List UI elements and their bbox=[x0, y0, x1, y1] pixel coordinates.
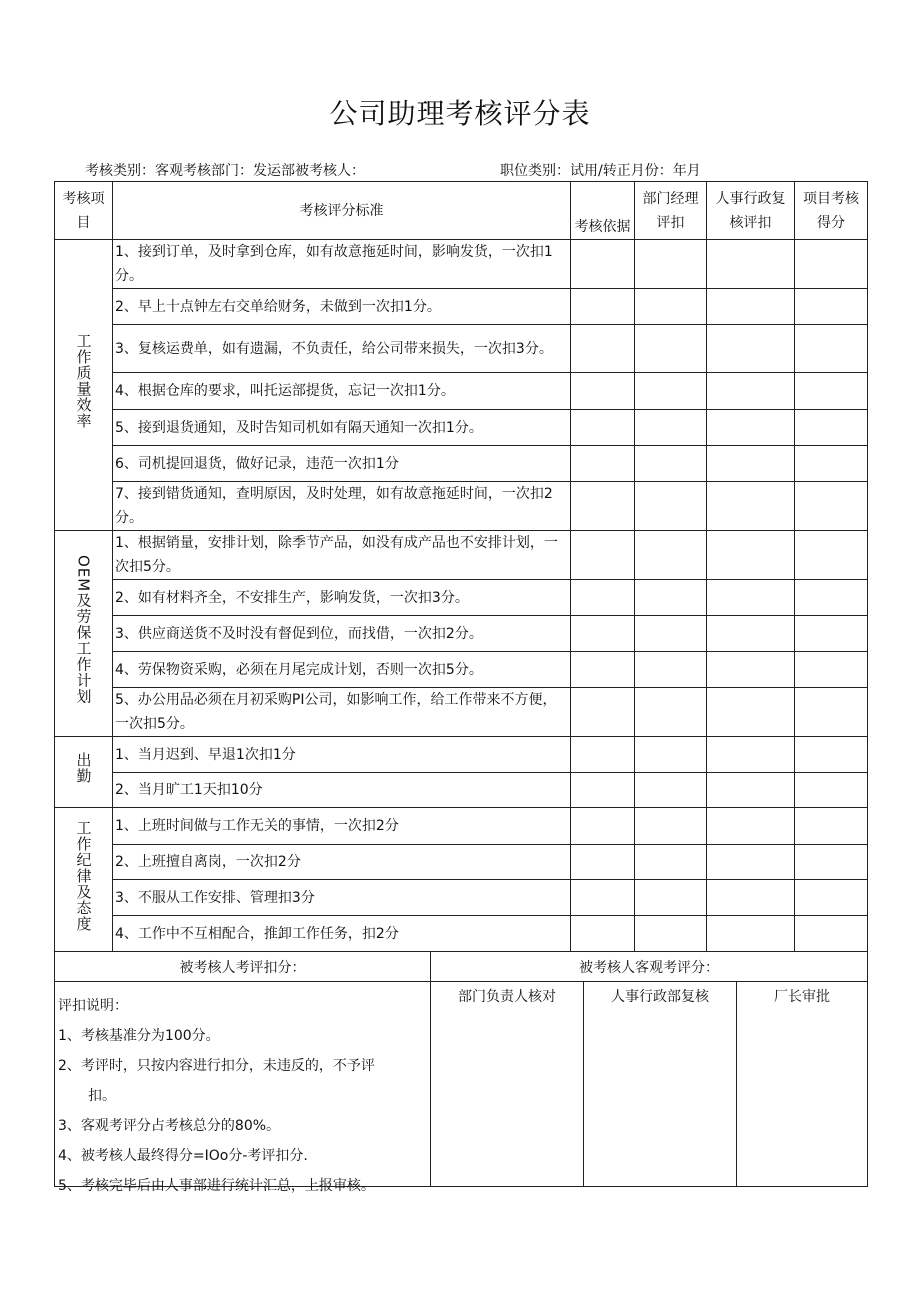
score-cell[interactable] bbox=[795, 482, 868, 531]
hr-cell[interactable] bbox=[707, 616, 795, 652]
score-cell[interactable] bbox=[795, 688, 868, 737]
basis-cell[interactable] bbox=[571, 580, 635, 616]
hr-cell[interactable] bbox=[707, 845, 795, 880]
score-cell[interactable] bbox=[795, 325, 868, 373]
note-item: 扣。 bbox=[88, 1088, 116, 1104]
dept-cell[interactable] bbox=[635, 845, 707, 880]
dept-cell[interactable] bbox=[635, 652, 707, 688]
self-eval-label: 被考核人考评扣分： bbox=[55, 952, 431, 982]
basis-cell[interactable] bbox=[571, 410, 635, 446]
basis-cell[interactable] bbox=[571, 446, 635, 482]
factory-approve-label[interactable]: 厂长审批 bbox=[737, 982, 868, 1187]
criterion: 1、根据销量，安排计划，除季节产品，如没有成产品也不安排计划，一次扣5分。 bbox=[113, 531, 571, 580]
score-cell[interactable] bbox=[795, 580, 868, 616]
note-item: 5、考核完毕后由人事部进行统计汇总，上报审核。 bbox=[58, 1178, 375, 1194]
dept-cell[interactable] bbox=[635, 373, 707, 410]
evaluation-summary bbox=[54, 951, 868, 1194]
score-cell[interactable] bbox=[795, 652, 868, 688]
criterion: 4、劳保物资采购，必须在月尾完成计划，否则一次扣5分。 bbox=[113, 652, 571, 688]
dept-cell[interactable] bbox=[635, 410, 707, 446]
category-label: 工作质量效率 bbox=[74, 333, 93, 429]
hr-cell[interactable] bbox=[707, 580, 795, 616]
score-cell[interactable] bbox=[795, 916, 868, 952]
dept-cell[interactable] bbox=[635, 580, 707, 616]
hr-cell[interactable] bbox=[707, 916, 795, 952]
category-label: 出勤 bbox=[74, 752, 93, 784]
hr-cell[interactable] bbox=[707, 531, 795, 580]
dept-cell[interactable] bbox=[635, 916, 707, 952]
header-standard: 考核评分标准 bbox=[113, 182, 571, 240]
note-item: 2、考评时，只按内容进行扣分，未违反的，不予评 bbox=[58, 1058, 375, 1074]
table-row bbox=[55, 446, 868, 482]
meta-right: 职位类别：试用/转正月份：年月 bbox=[500, 163, 701, 179]
hr-cell[interactable] bbox=[707, 652, 795, 688]
basis-cell[interactable] bbox=[571, 652, 635, 688]
table-row bbox=[55, 737, 868, 773]
table-row bbox=[55, 845, 868, 880]
table-row bbox=[55, 410, 868, 446]
dept-cell[interactable] bbox=[635, 531, 707, 580]
dept-cell[interactable] bbox=[635, 737, 707, 773]
header-score: 项目考核得分 bbox=[795, 182, 868, 240]
meta-left: 考核类别：客观考核部门：发运部被考核人： bbox=[85, 163, 365, 179]
score-cell[interactable] bbox=[795, 808, 868, 845]
hr-cell[interactable] bbox=[707, 773, 795, 808]
score-cell[interactable] bbox=[795, 446, 868, 482]
hr-cell[interactable] bbox=[707, 240, 795, 289]
page-title: 公司助理考核评分表 bbox=[329, 97, 591, 130]
hr-cell[interactable] bbox=[707, 289, 795, 325]
header-row bbox=[55, 182, 868, 240]
criterion: 7、接到错货通知，查明原因，及时处理，如有故意拖延时间，一次扣2分。 bbox=[113, 482, 571, 531]
hr-cell[interactable] bbox=[707, 482, 795, 531]
note-item: 1、考核基准分为100分。 bbox=[58, 1028, 220, 1044]
criterion: 5、接到退货通知，及时告知司机如有隔天通知一次扣1分。 bbox=[113, 410, 571, 446]
basis-cell[interactable] bbox=[571, 482, 635, 531]
criterion: 3、不服从工作安排、管理扣3分 bbox=[113, 880, 571, 916]
dept-cell[interactable] bbox=[635, 808, 707, 845]
note-item: 3、客观考评分占考核总分的80%。 bbox=[58, 1118, 281, 1134]
table-row bbox=[55, 482, 868, 531]
basis-cell[interactable] bbox=[571, 916, 635, 952]
criterion: 3、供应商送货不及时没有督促到位，而找借，一次扣2分。 bbox=[113, 616, 571, 652]
dept-cell[interactable] bbox=[635, 325, 707, 373]
criterion: 2、如有材料齐全，不安排生产，影响发货，一次扣3分。 bbox=[113, 580, 571, 616]
dept-cell[interactable] bbox=[635, 880, 707, 916]
hr-cell[interactable] bbox=[707, 446, 795, 482]
notes-title: 评扣说明： bbox=[58, 998, 128, 1014]
score-cell[interactable] bbox=[795, 845, 868, 880]
basis-cell[interactable] bbox=[571, 773, 635, 808]
basis-cell[interactable] bbox=[571, 737, 635, 773]
hr-cell[interactable] bbox=[707, 410, 795, 446]
score-cell[interactable] bbox=[795, 880, 868, 916]
score-cell[interactable] bbox=[795, 737, 868, 773]
basis-cell[interactable] bbox=[571, 373, 635, 410]
table-row bbox=[55, 289, 868, 325]
score-cell[interactable] bbox=[795, 289, 868, 325]
criterion: 4、根据仓库的要求，叫托运部提货，忘记一次扣1分。 bbox=[113, 373, 571, 410]
score-cell[interactable] bbox=[795, 373, 868, 410]
basis-cell[interactable] bbox=[571, 531, 635, 580]
hr-cell[interactable] bbox=[707, 373, 795, 410]
criterion: 4、工作中不互相配合，推卸工作任务，扣2分 bbox=[113, 916, 571, 952]
dept-cell[interactable] bbox=[635, 688, 707, 737]
basis-cell[interactable] bbox=[571, 845, 635, 880]
criterion: 6、司机提回退货，做好记录，违范一次扣1分 bbox=[113, 446, 571, 482]
category-label: OEM及劳保工作计划 bbox=[74, 554, 93, 705]
criterion: 1、接到订单，及时拿到仓库，如有故意拖延时间，影响发货，一次扣1分。 bbox=[113, 240, 571, 289]
dept-cell[interactable] bbox=[635, 773, 707, 808]
note-item: 4、被考核人最终得分=IOo分-考评扣分. bbox=[58, 1148, 308, 1164]
hr-review-label[interactable]: 人事行政部复核 bbox=[584, 982, 737, 1187]
header-basis: 考核依据 bbox=[571, 182, 635, 240]
category-cell bbox=[55, 808, 113, 952]
dept-cell[interactable] bbox=[635, 446, 707, 482]
hr-cell[interactable] bbox=[707, 688, 795, 737]
header-dept: 部门经理评扣 bbox=[635, 182, 707, 240]
dept-cell[interactable] bbox=[635, 289, 707, 325]
criterion: 2、当月旷工1天扣10分 bbox=[113, 773, 571, 808]
table-row bbox=[55, 652, 868, 688]
basis-cell[interactable] bbox=[571, 289, 635, 325]
hr-cell[interactable] bbox=[707, 325, 795, 373]
criterion: 2、早上十点钟左右交单给财务，未做到一次扣1分。 bbox=[113, 289, 571, 325]
hr-cell[interactable] bbox=[707, 880, 795, 916]
criterion: 3、复核运费单，如有遗漏，不负责任，给公司带来损失，一次扣3分。 bbox=[113, 325, 571, 373]
criterion: 5、办公用品必须在月初采购PI公司，如影响工作，给工作带来不方便，一次扣5分。 bbox=[113, 688, 571, 737]
criterion: 2、上班擅自离岗，一次扣2分 bbox=[113, 845, 571, 880]
dept-check-label[interactable]: 部门负责人核对 bbox=[431, 982, 584, 1187]
score-cell[interactable] bbox=[795, 773, 868, 808]
basis-cell[interactable] bbox=[571, 240, 635, 289]
header-item: 考核项目 bbox=[55, 182, 113, 240]
table-row bbox=[55, 880, 868, 916]
category-label: 工作纪律及态度 bbox=[74, 819, 93, 932]
category-cell bbox=[55, 737, 113, 808]
basis-cell[interactable] bbox=[571, 616, 635, 652]
dept-cell[interactable] bbox=[635, 616, 707, 652]
table-row bbox=[55, 773, 868, 808]
dept-cell[interactable] bbox=[635, 240, 707, 289]
basis-cell[interactable] bbox=[571, 688, 635, 737]
basis-cell[interactable] bbox=[571, 808, 635, 845]
table-row bbox=[55, 616, 868, 652]
table-row bbox=[55, 373, 868, 410]
header-hr: 人事行政复核评扣 bbox=[707, 182, 795, 240]
table-row bbox=[55, 808, 868, 845]
basis-cell[interactable] bbox=[571, 880, 635, 916]
hr-cell[interactable] bbox=[707, 808, 795, 845]
category-cell bbox=[55, 240, 113, 531]
table-row bbox=[55, 325, 868, 373]
dept-cell[interactable] bbox=[635, 482, 707, 531]
score-cell[interactable] bbox=[795, 410, 868, 446]
category-cell bbox=[55, 531, 113, 737]
score-cell[interactable] bbox=[795, 531, 868, 580]
evaluation-table bbox=[54, 181, 868, 952]
table-row bbox=[55, 916, 868, 952]
hr-cell[interactable] bbox=[707, 737, 795, 773]
table-row bbox=[55, 240, 868, 289]
table-row bbox=[55, 580, 868, 616]
basis-cell[interactable] bbox=[571, 325, 635, 373]
criterion: 1、当月迟到、早退1次扣1分 bbox=[113, 737, 571, 773]
table-row bbox=[55, 531, 868, 580]
objective-eval-label: 被考核人客观考评分： bbox=[431, 952, 868, 982]
table-row bbox=[55, 688, 868, 737]
notes-cell bbox=[55, 982, 431, 1194]
score-cell[interactable] bbox=[795, 616, 868, 652]
score-cell[interactable] bbox=[795, 240, 868, 289]
criterion: 1、上班时间做与工作无关的事情，一次扣2分 bbox=[113, 808, 571, 845]
